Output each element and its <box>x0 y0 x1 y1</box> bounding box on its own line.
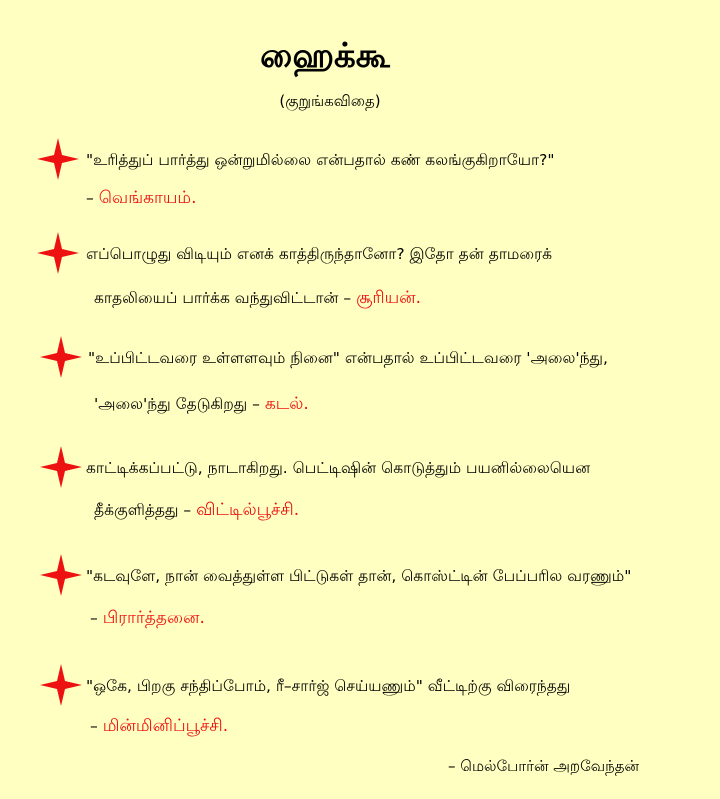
answer-prefix: 'அலை'ந்து தேடுகிறது – <box>94 395 265 413</box>
page-subtitle: (குறுங்கவிதை) <box>279 92 381 110</box>
page-title: ஹைக்கூ <box>260 36 390 76</box>
poem-answer-line <box>86 188 197 208</box>
four-point-star-icon <box>35 230 81 276</box>
author-signature: – மெல்போர்ன் அறவேந்தன் <box>448 757 640 775</box>
answer-prefix: – <box>90 717 103 735</box>
poem-line: "உப்பிட்டவரை உள்ளளவும் நினை" என்பதால் உப்பிட்டவரை 'அலை'ந்து, <box>88 349 608 367</box>
poem-line: எப்பொழுது விடியும் எனக் காத்திருந்தானோ? இதோ தன் தாமரைக் <box>86 245 552 263</box>
poem-answer: பிரார்த்தனை. <box>102 608 205 628</box>
poem-answer: கடல். <box>264 394 309 414</box>
poem-answer-line <box>94 288 421 308</box>
poem-answer-line <box>94 500 299 520</box>
four-point-star-icon <box>35 136 81 182</box>
poem-answer-line <box>94 394 309 414</box>
answer-prefix: காதலியைப் பார்க்க வந்துவிட்டான் – <box>94 289 357 307</box>
answer-prefix: – <box>90 609 103 627</box>
poem-line: காட்டிக்கப்பட்டு, நாடாகிறது. பெட்டிஷின் கொடுத்தும் பயனில்லையென <box>86 459 591 477</box>
answer-prefix: தீக்குளித்தது – <box>94 501 197 519</box>
four-point-star-icon <box>38 662 84 708</box>
poem-answer-line <box>90 716 228 736</box>
answer-prefix: – <box>86 189 99 207</box>
four-point-star-icon <box>38 552 84 598</box>
four-point-star-icon <box>38 444 84 490</box>
four-point-star-icon <box>38 334 84 380</box>
poem-answer: வெங்காயம். <box>98 188 197 208</box>
poem-answer: விட்டில்பூச்சி. <box>196 500 300 520</box>
poem-answer: மின்மினிப்பூச்சி. <box>102 716 229 736</box>
poem-line: "உரித்துப் பார்த்து ஒன்றுமில்லை என்பதால் கண் கலங்குகிறாயோ?" <box>86 151 555 169</box>
poem-answer: சூரியன். <box>356 288 422 308</box>
poem-line: "ஒகே, பிறகு சந்திப்போம், ரீ–சார்ஜ் செய்யணும்" வீட்டிற்கு விரைந்தது <box>86 677 571 695</box>
poem-answer-line <box>90 608 205 628</box>
poem-line: "கடவுளே, நான் வைத்துள்ள பிட்டுகள் தான், கொஸ்ட்டின் பேப்பரில வரணும்" <box>86 567 632 585</box>
